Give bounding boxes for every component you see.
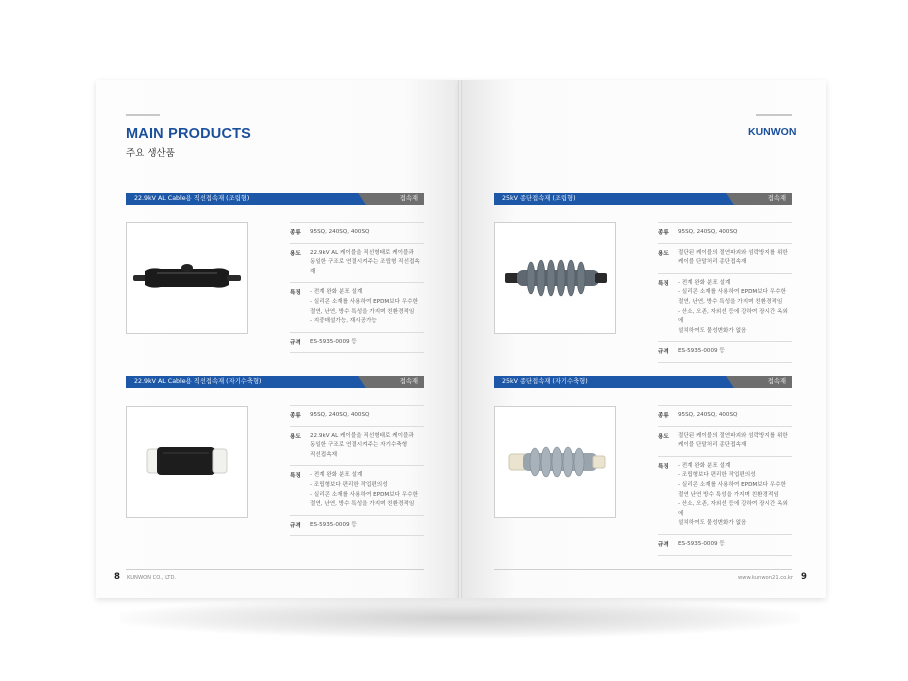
spec-row: 용도 절단된 케이블의 절연파괴와 섬락방지를 위한 케이블 단말처리 종단접속재: [658, 244, 792, 274]
spec-row: 규격 ES-5935-0009 등: [658, 342, 792, 363]
page-title: MAIN PRODUCTS: [126, 126, 252, 142]
product-header-bar: [494, 376, 792, 388]
product-photo: [126, 222, 248, 334]
spec-row: 특징 - 전계 완화 분포 설계 - 조립형보다 편리한 작업편의성 - 실리콘 소재를 사용하여 EPDM보다 우수한 절연 난연 방수 특성을 가지며 친환경적임 - 산소, 오존, 자외선 등에 강하여 장시간 옥외에 설치하여도 물성변화가 없음: [658, 457, 792, 535]
product-name: 22.9kV AL Cable용 직선접속재 (자기수축형): [126, 376, 366, 388]
spec-row: 용도 22.9kV AL 케이블을 직선형태로 케이블과 동일한 구조로 연결시켜주는 자기수축형 직선접속재: [290, 427, 424, 467]
product-name: 22.9kV AL Cable용 직선접속재 (조립형): [126, 193, 366, 205]
page-number-left: 8: [114, 572, 120, 582]
product-spec-table: [658, 405, 792, 556]
spec-row: 특징 - 전계 완화 분포 설계 - 실리콘 소재를 사용하여 EPDM보다 우수한 절연, 난연, 방수 특성을 가지며 친환경적임 - 지중매설가능, 재시공가능: [290, 283, 424, 332]
termination-coldshrink-image: [495, 407, 615, 517]
spec-row: 특징 - 전계 완화 분포 설계 - 실리콘 소재를 사용하여 EPDM보다 우수한 절연, 난연, 방수 특성을 가지며 친환경적임 - 산소, 오존, 자외선 등에 강하여 장시간 옥외에 설치하여도 물성변화가 없음: [658, 274, 792, 343]
spec-row: 용도 22.9kV AL 케이블을 직선형태로 케이블과 동일한 구조로 연결시켜주는 조립형 직선접속재: [290, 244, 424, 284]
product-spec-table: [290, 222, 424, 353]
brochure-shadow: [120, 598, 800, 638]
footer-rule-left: [126, 569, 424, 570]
header-rule-right: [756, 114, 792, 116]
product-name: 25kV 종단접속재 (자기수축형): [494, 376, 734, 388]
product-category-tag: 접속재: [734, 193, 792, 205]
brochure-spine: [458, 80, 462, 598]
straight-joint-preformed-image: [127, 223, 247, 333]
header-rule-left: [126, 114, 160, 116]
footer-company: KUNWON CO., LTD.: [127, 575, 177, 581]
product-photo: [494, 406, 616, 518]
spec-row: 특징 - 전계 완화 분포 설계 - 조립형보다 편리한 작업편의성 - 실리콘 소재를 사용하여 EPDM보다 우수한 절연, 난연, 방수 특성을 가지며 친환경적임: [290, 466, 424, 515]
product-spec-table: [658, 222, 792, 363]
straight-joint-coldshrink-image: [127, 407, 247, 517]
product-header-bar: [126, 376, 424, 388]
product-spec-table: [290, 405, 424, 536]
product-photo: [126, 406, 248, 518]
product-header-bar: [126, 193, 424, 205]
spec-row: 규격 ES-5935-0009 등: [290, 333, 424, 354]
spec-row: 규격 ES-5935-0009 등: [290, 516, 424, 537]
spec-row: 종류 95SQ, 240SQ, 400SQ: [658, 222, 792, 244]
product-category-tag: 접속재: [366, 376, 424, 388]
brand-name: KUNWON: [748, 126, 797, 138]
spec-row: 용도 절단된 케이블의 절연파괴와 섬락방지를 위한 케이블 단말처리 종단접속재: [658, 427, 792, 457]
spec-row: 종류 95SQ, 240SQ, 400SQ: [658, 405, 792, 427]
product-name: 25kV 종단접속재 (조립형): [494, 193, 734, 205]
spec-row: 규격 ES-5935-0009 등: [658, 535, 792, 556]
page-subtitle: 주요 생산품: [126, 148, 175, 159]
product-category-tag: 접속재: [366, 193, 424, 205]
page-number-right: 9: [801, 572, 807, 582]
product-header-bar: [494, 193, 792, 205]
spec-row: 종류 95SQ, 240SQ, 400SQ: [290, 405, 424, 427]
product-category-tag: 접속재: [734, 376, 792, 388]
product-photo: [494, 222, 616, 334]
spec-row: 종류 95SQ, 240SQ, 400SQ: [290, 222, 424, 244]
footer-website: www.kunwon21.co.kr: [738, 575, 793, 581]
termination-preformed-image: [495, 223, 615, 333]
footer-rule-right: [494, 569, 792, 570]
